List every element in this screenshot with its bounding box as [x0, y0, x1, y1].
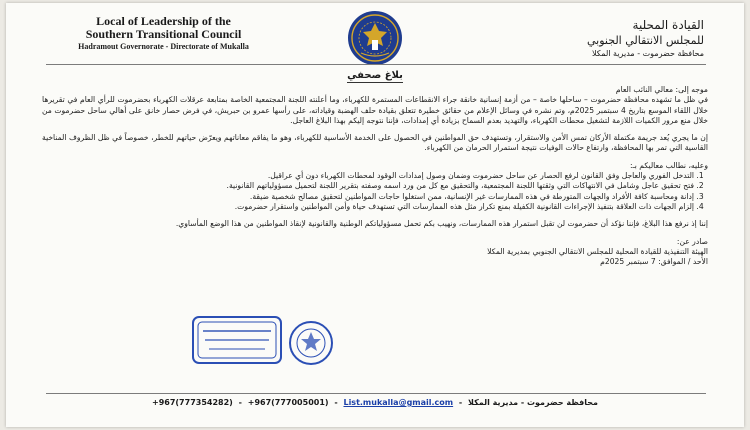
demand-item-1: 1. التدخل الفوري والعاجل وفق القانون لرفع الحصار عن ساحل حضرموت وضمان وصول إمدادات الوقود لمحطات الكهرباء دون أي عراقيل.: [42, 171, 694, 181]
demand-item-2: 2. فتح تحقيق عاجل وشامل في الانتهاكات التي وثقتها اللجنة المجتمعية، والتحقيق مع كل من ورد اسمه وصفته بتقرير اللجنة لتحميل مسؤولياتهم القانونية.: [42, 181, 694, 191]
header-ar-line2: للمجلس الانتقالي الجنوبي: [587, 34, 704, 47]
footer-divider: [46, 393, 706, 394]
header-ar-line3: محافظة حضرموت - مديرية المكلا: [592, 49, 704, 58]
footer-phone-1: +967(777354282): [152, 398, 233, 407]
header-en-line2: Southern Transitional Council: [85, 27, 242, 41]
footer-email-link[interactable]: List.mukalla@gmail.com: [343, 398, 454, 407]
demand-item-4: 4. إلزام الجهات ذات العلاقة بتنفيذ الإجراءات القانونية الكفيلة بمنع تكرار مثل هذه الممارسات التي تستهدف حياة وأمن المواطنين واستقرار حضرموت.: [42, 202, 694, 212]
date-line: الأحد / الموافق: 7 سبتمبر 2025م: [600, 257, 708, 267]
footer-contact: محافظة حضرموت - مديرية المكلا - +967(777354282) - +967(777005001) - List.mukalla@gmail.com: [152, 398, 598, 407]
seal-icon: [288, 320, 334, 366]
header-english: [51, 15, 276, 52]
issuer-label: صادر عن:: [676, 236, 708, 246]
title-text: بلاغ صحفي: [347, 70, 403, 81]
demands-list: [42, 171, 708, 212]
issuer-name: الهيئة التنفيذية للقيادة المحلية للمجلس الانتقالي الجنوبي بمديرية المكلا: [487, 246, 708, 256]
header-arabic: [504, 17, 704, 60]
footer-address: محافظة حضرموت - مديرية المكلا: [468, 398, 598, 407]
header-ar-line1: القيادة المحلية: [632, 18, 704, 32]
paragraph-1: في ظل ما تشهده محافظة حضرموت – ساحلها خاصة – من أزمة إنسانية خانقة جراء الانقطاعات المستمرة للكهرباء، وما أعلنته اللجنة المجتمعية الخاصة بمتابعة عرقلات الكهرباء بحضرموت للرأي العام في تقريرها خلال اللقاء الموسع بتاريخ 4 سبتمبر 2025م، وتم نشره في وسائل الإعلام من حقائق خطيرة تتعلق بقيادة حلف الهضبة وقياداته، على رأسها عمرو بن حبريش، في فرض حصار خانق على أهالي ساحل حضرموت من خلال منع مرور الكميات اللازمة لتشغيل محطات الكهرباء، والتهديد بعدم السماح بزيادة أي إمدادات، فإننا نتوجه إليكم بهذا البلاغ العاجل.: [42, 95, 708, 125]
footer-phone-2: +967(777005001): [247, 398, 329, 407]
page-title: [6, 70, 744, 81]
letter-body: [42, 85, 708, 267]
paragraph-2: إن ما يجري يُعد جريمة مكتملة الأركان تمس الأمن والاستقرار، وتستهدف حق المواطنين في الحصول على الخدمة الأساسية للكهرباء، وهو ما يفاقم معاناتهم ويعرّض حياتهم للخطر، خصوصاً في ظل الظروف المناخية القاسية التي تمر بها المحافظة، وارتفاع حالات الوفيات نتيجة استمرار الحرمان من الكهرباء.: [42, 133, 708, 153]
header-divider: [46, 64, 706, 65]
addressee: موجه إلى: معالي النائب العام: [615, 85, 708, 94]
stamp-icon: [191, 315, 283, 365]
demand-item-3: 3. إدانة ومحاسبة كافة الأفراد والجهات المتورطة في هذه الممارسات غير الإنسانية، ممن استغلوا حاجات المواطنين لتحقيق مصالح شخصية ضيقة.: [42, 192, 694, 202]
closing-paragraph: إننا إذ نرفع هذا البلاغ، فإننا نؤكد أن حضرموت لن تقبل استمرار هذه الممارسات، ونهيب بكم تحمل مسؤولياتكم الوطنية والقانونية لإنقاذ المواطنين من هذا الوضع المأساوي.: [175, 219, 708, 229]
letter-page: [6, 3, 744, 427]
demands-intro: وعليه، نطالب معاليكم بـ:: [630, 160, 708, 170]
emblem-icon: [343, 9, 407, 67]
header-en-line1: Local of Leadership of the: [96, 14, 231, 28]
header-en-line3: Hadramout Governorate - Directorate of Mukalla: [78, 42, 249, 51]
